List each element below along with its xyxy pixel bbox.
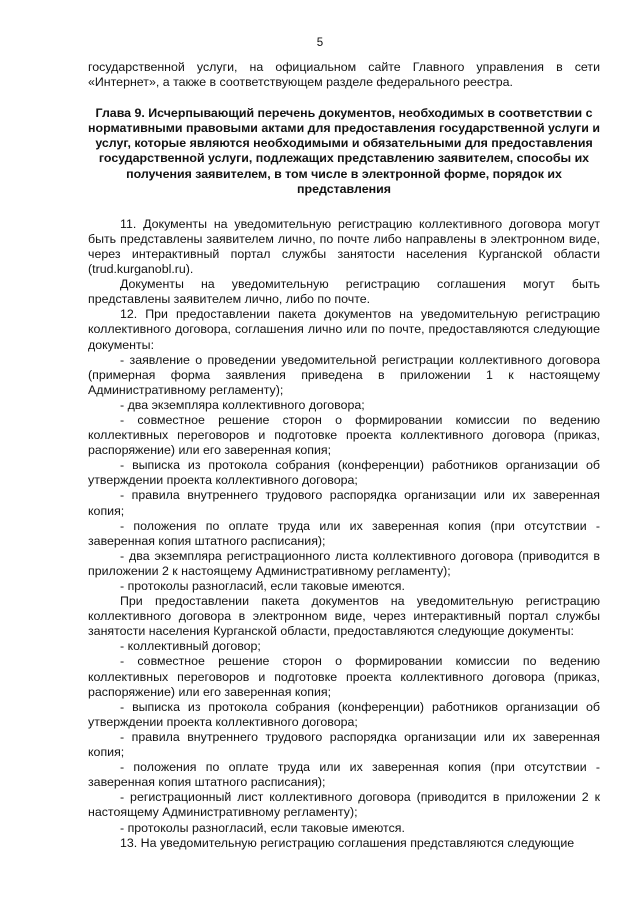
chapter-heading: Глава 9. Исчерпывающий перечень документов, необходимых в соответствии с нормативными правовыми актами для предоставления государственной услуги и услуг, которые являются необходимыми и обязательными для предоставления государственной услуги, подлежащих представлению заявителем, способы их получения заявителем, в том числе в электронной форме, порядок их представления <box>88 106 600 196</box>
list-item: - выписка из протокола собрания (конференции) работников организации об утверждении проекта коллективного договора; <box>88 699 600 729</box>
list-item: - правила внутреннего трудового распорядка организации или их заверенная копия; <box>88 488 600 518</box>
list-item: - регистрационный лист коллективного договора (приводится в приложении 2 к настоящему Административному регламенту); <box>88 790 600 820</box>
paragraph-agreement-submission: Документы на уведомительную регистрацию соглашения могут быть представлены заявителем лично, либо по почте. <box>88 277 600 307</box>
list-item: - коллективный договор; <box>120 639 261 654</box>
list-item: - правила внутреннего трудового распорядка организации или их заверенная копия; <box>88 729 600 760</box>
list-item: - положения по оплате труда или их заверенная копия (при отсутствии - заверенная копия штатного расписания); <box>88 760 600 790</box>
list-item: - положения по оплате труда или их заверенная копия (при отсутствии - заверенная копия штатного расписания); <box>88 518 600 548</box>
intro-paragraph: государственной услуги, на официальном сайте Главного управления в сети «Интернет», а также в соответствующем разделе федерального реестра. <box>88 60 600 90</box>
list-item: - заявление о проведении уведомительной регистрации коллективного договора (примерная форма заявления приведена в приложении 1 к настоящему Административному регламенту); <box>88 352 600 397</box>
list-item: - два экземпляра регистрационного листа коллективного договора (приводится в приложении 2 к настоящему Административному регламенту); <box>88 548 600 578</box>
paragraph-11: 11. Документы на уведомительную регистрацию коллективного договора могут быть представлены заявителем лично, по почте либо направлены в электронном виде, через интерактивный портал службы занятости населения Курганской области (trud.kurganobl.ru). <box>88 216 600 277</box>
list-item: - выписка из протокола собрания (конференции) работников организации об утверждении проекта коллективного договора; <box>88 458 600 488</box>
list-item: - два экземпляра коллективного договора; <box>120 397 365 412</box>
paragraph-electronic-submission: При предоставлении пакета документов на уведомительную регистрацию коллективного договора в электронном виде, через интерактивный портал службы занятости населения Курганской области, предоставляются следующие документы: <box>88 594 600 639</box>
paragraph-13: 13. На уведомительную регистрацию соглашения представляются следующие <box>120 835 575 850</box>
list-item: - протоколы разногласий, если таковые имеются. <box>120 820 405 835</box>
list-item: - совместное решение сторон о формировании комиссии по ведению коллективных переговоров и подготовке проекта коллективного договора (приказ, распоряжение) или его заверенная копия; <box>88 412 600 458</box>
list-item: - совместное решение сторон о формировании комиссии по ведению коллективных переговоров и подготовке проекта коллективного договора (приказ, распоряжение) или его заверенная копия; <box>88 654 600 699</box>
page-number: 5 <box>316 37 324 49</box>
document-body <box>88 60 600 851</box>
paragraph-12: 12. При предоставлении пакета документов на уведомительную регистрацию коллективного договора, соглашения лично или по почте, предоставляются следующие документы: <box>88 307 600 352</box>
list-item: - протоколы разногласий, если таковые имеются. <box>120 579 405 593</box>
